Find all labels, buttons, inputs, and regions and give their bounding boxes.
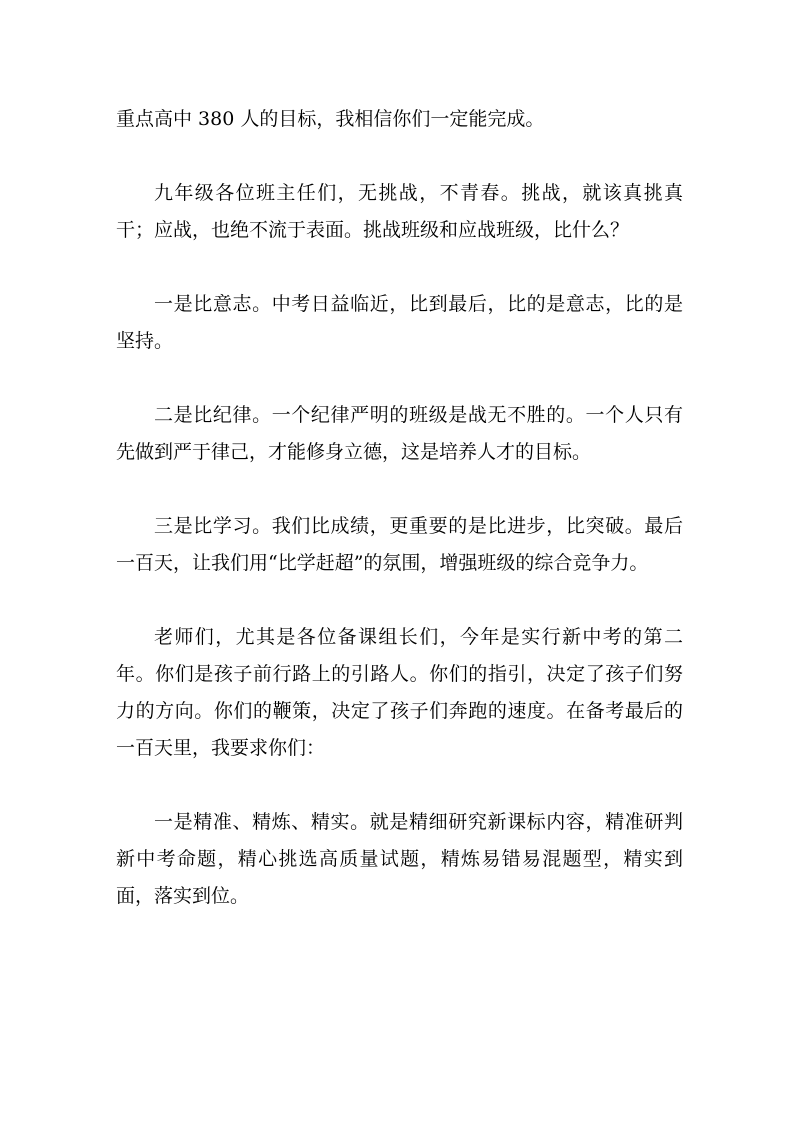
paragraph-spacer	[116, 767, 683, 804]
paragraph-spacer	[116, 249, 683, 286]
paragraph-compare-study: 三是比学习。我们比成绩，更重要的是比进步，比突破。最后一百天，让我们用“比学赶超”的氛围，增强班级的综合竞争力。	[116, 515, 683, 574]
paragraph-spacer	[116, 360, 683, 397]
paragraph-spacer	[116, 582, 683, 619]
paragraph-precision: 一是精准、精炼、精实。就是精细研究新课标内容，精准研判新中考命题，精心挑选高质量试题，精炼易错易混题型，精实到面，落实到位。	[116, 811, 683, 907]
paragraph-continuation: 重点高中 380 人的目标，我相信你们一定能完成。	[116, 108, 545, 130]
paragraph-compare-discipline: 二是比纪律。一个纪律严明的班级是战无不胜的。一个人只有先做到严于律己，才能修身立德，这是培养人才的目标。	[116, 404, 683, 463]
paragraph-spacer	[116, 138, 683, 175]
paragraph-compare-will: 一是比意志。中考日益临近，比到最后，比的是意志，比的是坚持。	[116, 293, 683, 352]
document-body	[116, 101, 683, 915]
paragraph-spacer	[116, 471, 683, 508]
paragraph-teachers: 老师们，尤其是各位备课组长们，今年是实行新中考的第二年。你们是孩子前行路上的引路人。你们的指引，决定了孩子们努力的方向。你们的鞭策，决定了孩子们奔跑的速度。在备考最后的一百天里，我要求你们：	[116, 626, 683, 759]
paragraph-head-teachers: 九年级各位班主任们，无挑战，不青春。挑战，就该真挑真干；应战，也绝不流于表面。挑战班级和应战班级，比什么？	[116, 182, 683, 241]
